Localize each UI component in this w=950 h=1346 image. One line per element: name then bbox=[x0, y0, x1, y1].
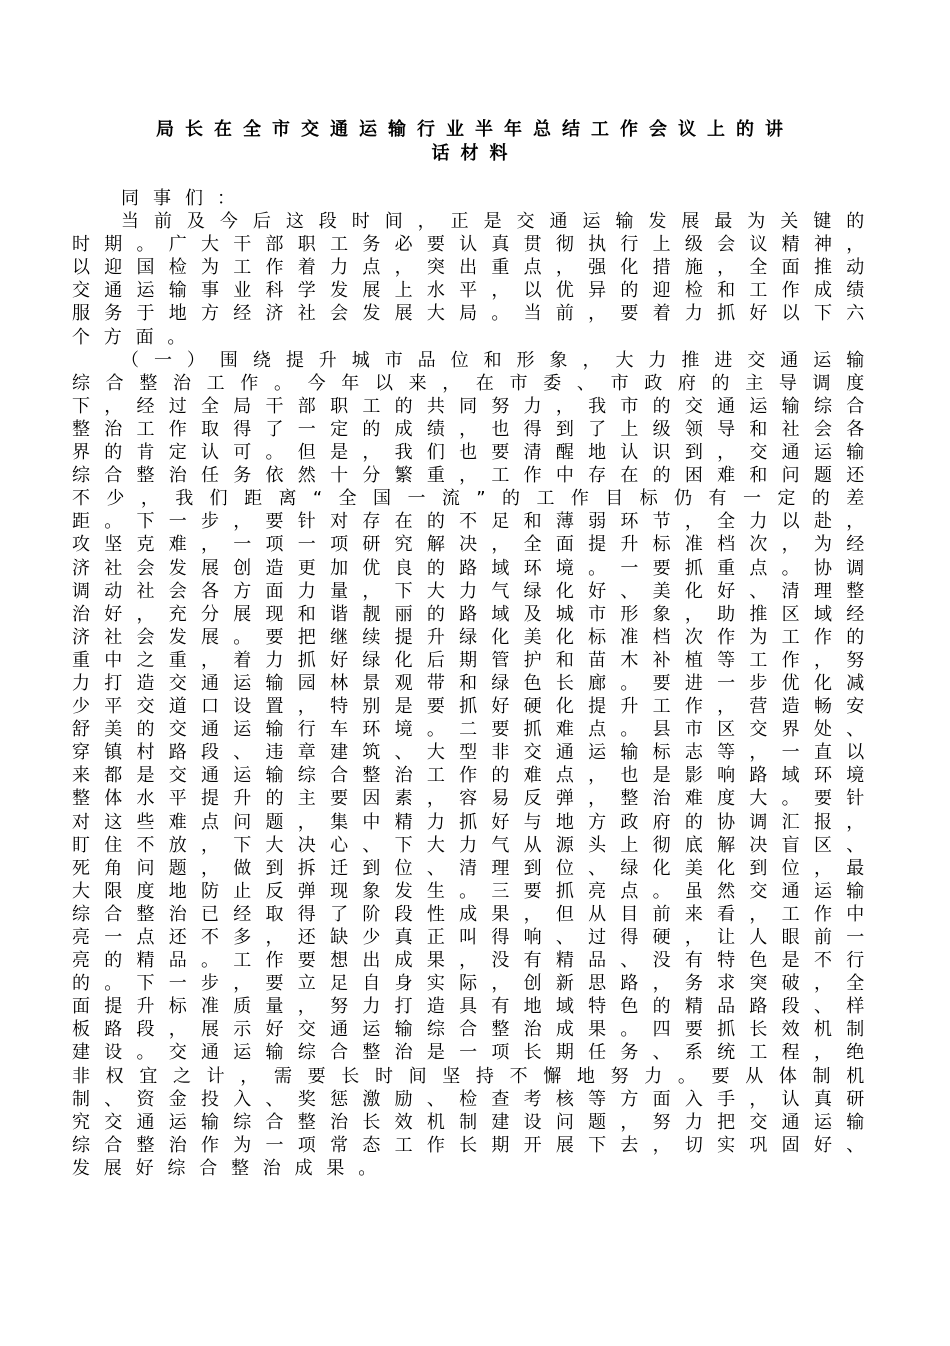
document-body bbox=[72, 187, 878, 1180]
document-title bbox=[72, 118, 878, 166]
paragraph-intro: 当前及今后这段时间，正是交通运输发展最为关键的时期。广大干部职工务必要认真贯彻执行上级会议精神，以迎国检为工作着力点，突出重点，强化措施，全面推动交通运输事业科学发展上水平，以优异的迎检和工作成绩服务于地方经济社会发展大局。当前，要着力抓好以下六个方面。 bbox=[72, 211, 878, 348]
paragraph-section-1: （一）围绕提升城市品位和形象，大力推进交通运输综合整治工作。今年以来，在市委、市政府的主导调度下，经过全局干部职工的共同努力，我市的交通运输综合整治工作取得了一定的成绩，也得到了上级领导和社会各界的肯定认可。但是，我们也要清醒地认识到，交通运输综合整治任务依然十分繁重，工作中存在的困难和问题还不少，我们距离“全国一流”的工作目标仍有一定的差距。下一步，要针对存在的不足和薄弱环节，全力以赴，攻坚克难，一项一项研究解决，全面提升标准档次，为经济社会发展创造更加优良的路域环境。一要抓重点。协调调动社会各方面力量，下大力气绿化好、美化好、清理整治好，充分展现和谐靓丽的路域及城市形象，助推区域经济社会发展。要把继续提升绿化美化标准档次作为工作的重中之重，着力抓好绿化后期管护和苗木补植等工作，努力打造交通运输园林景观带和绿色长廊。要进一步优化减少平交道口设置，特别是要抓好硬化提升工作，营造畅安舒美的交通运输行车环境。二要抓难点。县市区交界处、穿镇村路段、违章建筑、大型非交通运输标志等，一直以来都是交通运输综合整治工作的难点，也是影响路域环境整体水平提升的主要因素，容易反弹，整治难度大。要针对这些难点问题，集中精力抓好与地方政府的协调汇报，盯住不放，下大决心、下大力气从源头上彻底解决盲区、死角问题，做到拆迁到位、清理到位、绿化美化到位，最大限度地防止反弹现象发生。三要抓亮点。虽然交通运输综合整治已经取得了阶段性成果，但从目前来看，工作中亮一点还不多，还缺少真正叫得响、过得硬，让人眼前一亮的精品。工作要想出成果，没有精品、没有特色是不行的。下一步，要立足自身实际，创新思路，务求突破，全面提升标准质量，努力打造具有地域特色的精品路段、样板路段，展示好交通运输综合整治成果。四要抓长效机制建设。交通运输综合整治是一项长期任务、系统工程，绝非权宜之计，需要长时间坚持不懈地努力。要从体制机制、资金投入、奖惩激励、检查考核等方面入手，认真研究交通运输综合整治长效机制建设问题，努力把交通运输综合整治作为一项常态工作长期开展下去，切实巩固好、发展好综合整治成果。 bbox=[72, 349, 878, 1179]
title-line-1: 局长在全市交通运输行业半年总结工作会议上的讲 bbox=[156, 119, 794, 140]
salutation: 同事们： bbox=[121, 188, 249, 209]
title-line-2: 话材料 bbox=[431, 143, 519, 164]
